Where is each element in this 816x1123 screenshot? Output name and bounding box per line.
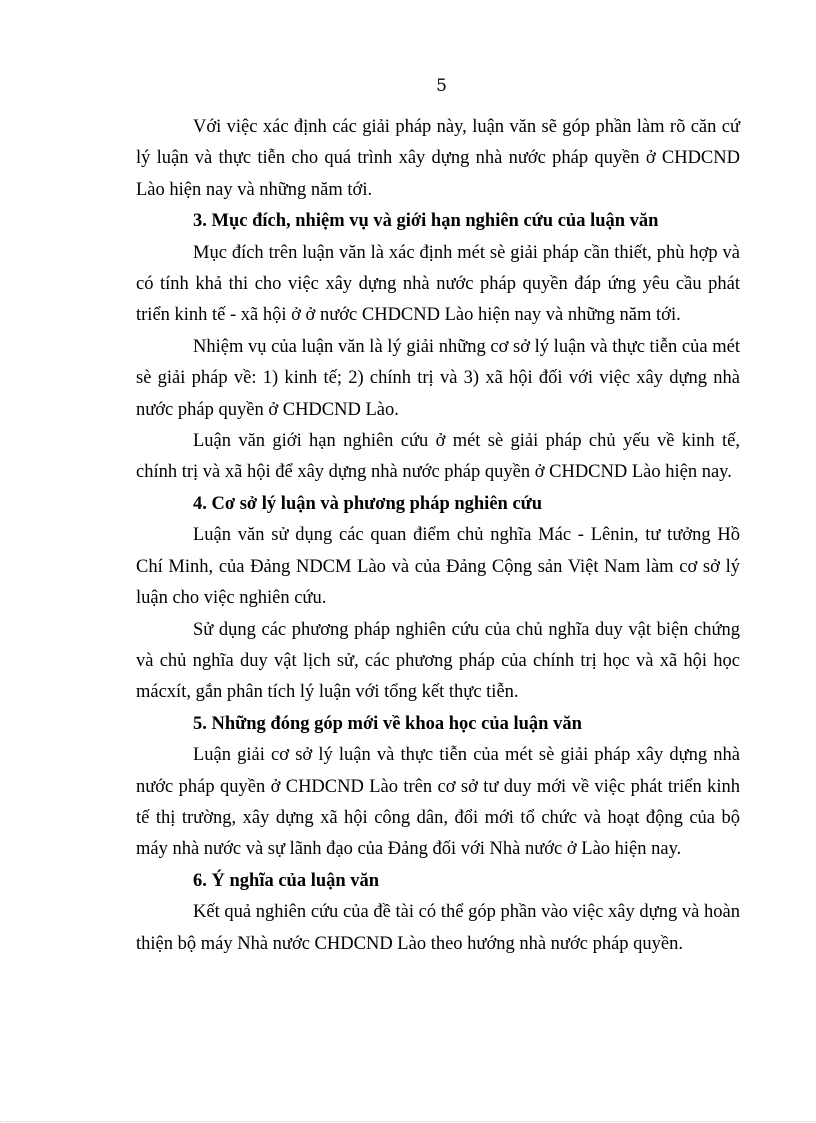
paragraph-tasks: Nhiệm vụ của luận văn là lý giải những cơ sở lý luận và thực tiễn của mét sè giải pháp về: 1) kinh tế; 2) chính trị và 3) xã hội đối với việc xây dựng nhà nước pháp quyền ở CHDCND Lào. bbox=[136, 336, 740, 420]
page-bottom-divider bbox=[0, 1121, 816, 1122]
section-heading-3: 3. Mục đích, nhiệm vụ và giới hạn nghiên cứu của luận văn bbox=[193, 211, 659, 232]
paragraph-purpose: Mục đích trên luận văn là xác định mét sè giải pháp cần thiết, phù hợp và có tính khả thi cho việc xây dựng nhà nước pháp quyền đáp ứng yêu cầu phát triển kinh tế - xã hội ở ở nước CHDCND Lào hiện nay và những năm tới. bbox=[136, 242, 740, 326]
paragraph-methods: Sử dụng các phương pháp nghiên cứu của chủ nghĩa duy vật biện chứng và chủ nghĩa duy vật lịch sử, các phương pháp của chính trị học và xã hội học mácxít, gắn phân tích lý luận với tổng kết thực tiễn. bbox=[136, 619, 740, 703]
page-number: 5 bbox=[436, 76, 447, 96]
paragraph-contributions: Luận giải cơ sở lý luận và thực tiễn của mét sè giải pháp xây dựng nhà nước pháp quyền ở CHDCND Lào trên cơ sở tư duy mới về việc phát triển kinh tế thị trường, xây dựng xã hội công dân, đổi mới tổ chức và hoạt động của bộ máy nhà nước và sự lãnh đạo của Đảng đối với Nhà nước ở Lào hiện nay. bbox=[136, 745, 740, 860]
section-heading-6: 6. Ý nghĩa của luận văn bbox=[193, 870, 380, 891]
document-body bbox=[136, 112, 740, 960]
paragraph-intro-conclusion: Với việc xác định các giải pháp này, luận văn sẽ góp phần làm rõ căn cứ lý luận và thực tiễn cho quá trình xây dựng nhà nước pháp quyền ở CHDCND Lào hiện nay và những năm tới. bbox=[136, 117, 740, 200]
section-heading-5: 5. Những đóng góp mới về khoa học của luận văn bbox=[193, 713, 582, 734]
paragraph-theoretical-basis: Luận văn sử dụng các quan điểm chủ nghĩa Mác - Lênin, tư tưởng Hồ Chí Minh, của Đảng NDCM Lào và của Đảng Cộng sản Việt Nam làm cơ sở lý luận cho việc nghiên cứu. bbox=[136, 525, 740, 609]
section-heading-4: 4. Cơ sở lý luận và phương pháp nghiên cứu bbox=[193, 493, 543, 514]
paragraph-significance: Kết quả nghiên cứu của đề tài có thể góp phần vào việc xây dựng và hoàn thiện bộ máy Nhà nước CHDCND Lào theo hướng nhà nước pháp quyền. bbox=[136, 902, 740, 954]
paragraph-scope: Luận văn giới hạn nghiên cứu ở mét sè giải pháp chủ yếu về kinh tế, chính trị và xã hội để xây dựng nhà nước pháp quyền ở CHDCND Lào hiện nay. bbox=[136, 431, 740, 483]
